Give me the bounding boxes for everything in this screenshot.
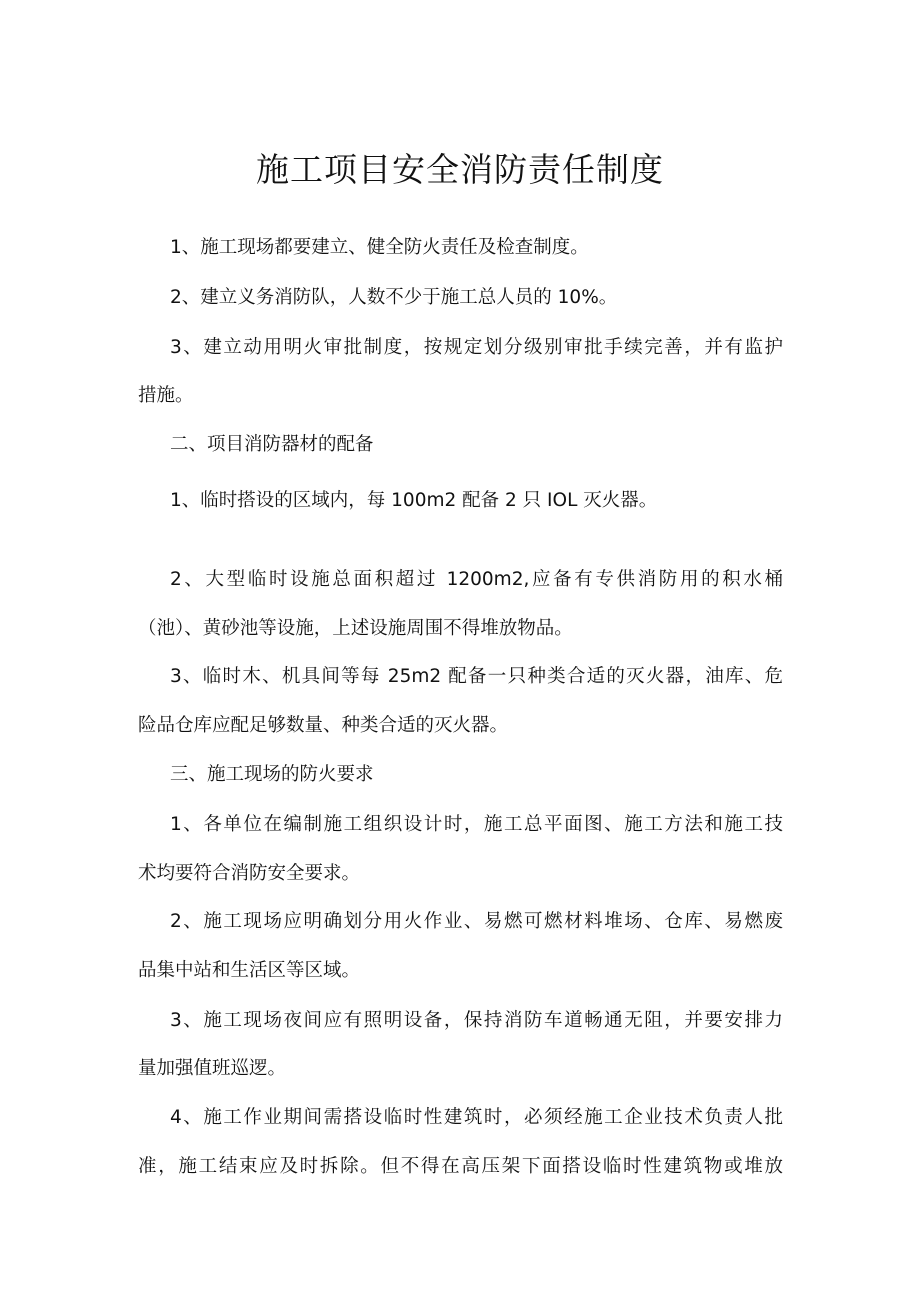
- clause-3-4-line-1: 4、施工作业期间需搭设临时性建筑时，必须经施工企业技术负责人批: [170, 1107, 783, 1128]
- clause-3-1-line-1: 1、各单位在编制施工组织设计时，施工总平面图、施工方法和施工技: [170, 814, 783, 835]
- page-title: 施工项目安全消防责任制度: [256, 150, 664, 189]
- clause-3-2-line-2: 品集中站和生活区等区域。: [138, 960, 361, 981]
- clause-2-3-line-1: 3、临时木、机具间等每 25m2 配备一只种类合适的灭火器，油库、危: [170, 666, 783, 687]
- clause-3-1-line-2: 术均要符合消防安全要求。: [138, 863, 361, 884]
- clause-2-1: 1、临时搭设的区域内，每 100m2 配备 2 只 IOL 灭火器。: [170, 490, 658, 511]
- section-heading-2: 二、项目消防器材的配备: [170, 434, 374, 455]
- clause-3-4-line-2: 准，施工结束应及时拆除。但不得在高压架下面搭设临时性建筑物或堆放: [138, 1156, 783, 1177]
- clause-1-1: 1、施工现场都要建立、健全防火责任及检查制度。: [170, 237, 589, 258]
- clause-3-3-line-1: 3、施工现场夜间应有照明设备，保持消防车道畅通无阻，并要安排力: [170, 1010, 783, 1031]
- clause-1-3-line-2: 措施。: [138, 385, 194, 406]
- clause-3-2-line-1: 2、施工现场应明确划分用火作业、易燃可燃材料堆场、仓库、易燃废: [170, 911, 783, 932]
- clause-1-2: 2、建立义务消防队，人数不少于施工总人员的 10%。: [170, 287, 618, 308]
- clause-2-3-line-2: 险品仓库应配足够数量、种类合适的灭火器。: [138, 715, 509, 736]
- clause-1-3-line-1: 3、建立动用明火审批制度，按规定划分级别审批手续完善，并有监护: [170, 337, 783, 358]
- clause-2-2-line-2: （池）、黄砂池等设施，上述设施周围不得堆放物品。: [138, 618, 573, 639]
- clause-2-2-line-1: 2、大型临时设施总面积超过 1200m2,应备有专供消防用的积水桶: [170, 569, 783, 590]
- section-heading-3: 三、施工现场的防火要求: [170, 764, 374, 785]
- clause-3-3-line-2: 量加强值班巡逻。: [138, 1058, 287, 1079]
